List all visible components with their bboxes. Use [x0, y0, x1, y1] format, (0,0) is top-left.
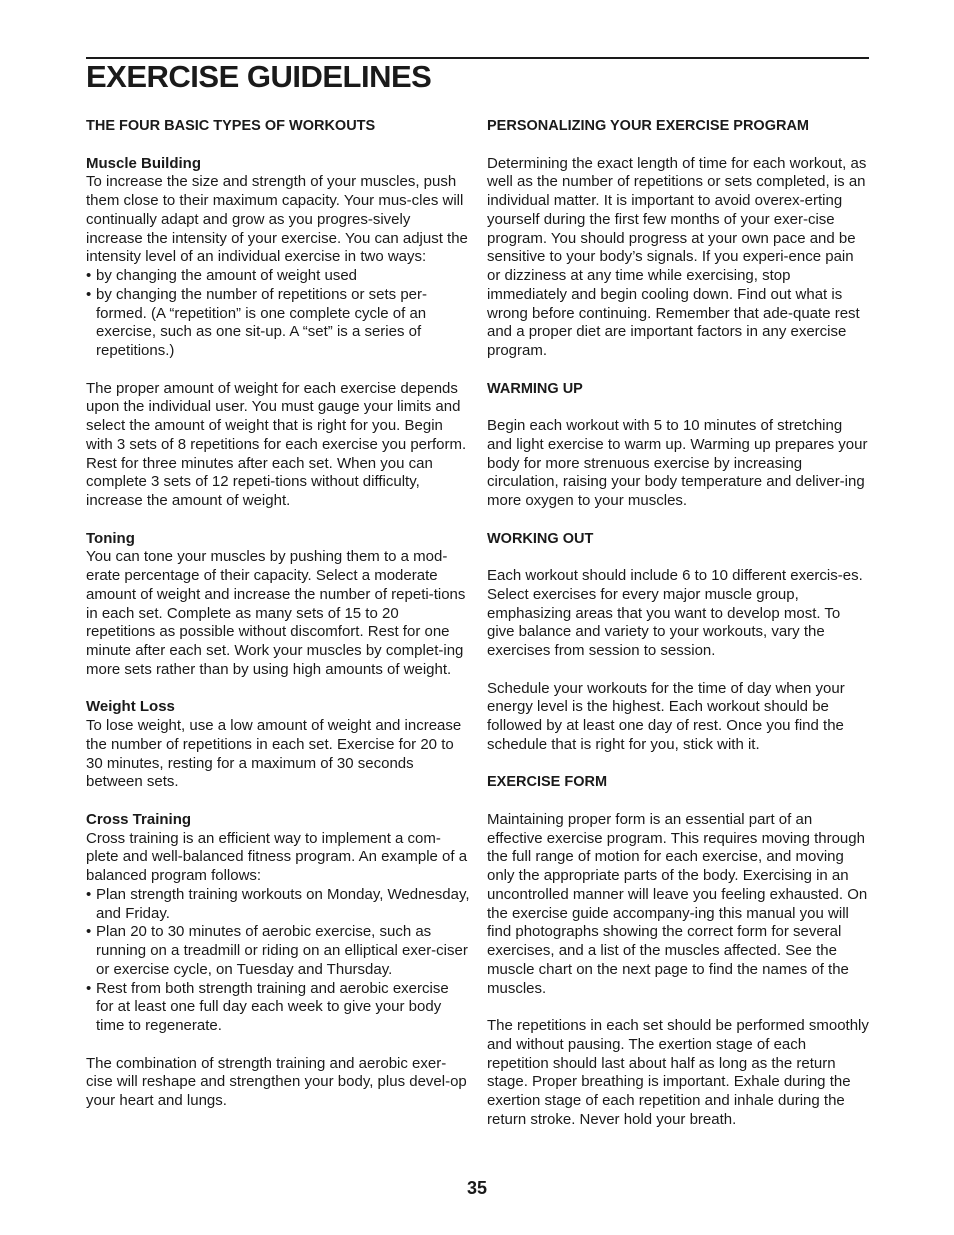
left-column	[86, 117, 470, 1111]
list-item: • by changing the amount of weight used	[86, 267, 470, 286]
section-heading-exercise-form: EXERCISE FORM	[487, 774, 608, 791]
weight-loss-paragraph: To lose weight, use a low amount of weight and increase the number of repetitions in each set. Exercise for 20 to 30 minutes, resting for a maximum of 30 seconds between sets.	[86, 717, 462, 791]
section-heading-working-out: WORKING OUT	[487, 530, 594, 547]
list-item: • Rest from both strength training and aerobic exercise for at least one full day each week to give your body time to regenerate.	[86, 980, 470, 1036]
section-heading-warming-up: WARMING UP	[487, 380, 583, 397]
exercise-form-paragraph-2: The repetitions in each set should be performed smoothly and without pausing. The exertion stage of each repetition should last about half as long as the return stage. Proper breathing is important. Exhale during the exertion stage of each repetition and inhale during the return stroke. Never hold your breath.	[487, 1017, 869, 1128]
page-title: EXERCISE GUIDELINES	[86, 59, 432, 94]
warming-up-paragraph: Begin each workout with 5 to 10 minutes of stretching and light exercise to warm up. Warming up prepares your body for more strenuous exercise by increasing circulation, raising your body temperature and deliver-ing more oxygen to your muscles.	[487, 417, 868, 509]
subheading-cross-training: Cross Training	[86, 810, 192, 828]
muscle-building-paragraph: The proper amount of weight for each exercise depends upon the individual user. You must gauge your limits and select the amount of weight that is right for you. Begin with 3 sets of 8 repetitions for each exercise you perform. Rest for three minutes after each set. When you can complete 3 sets of 12 repeti-tions without difficulty, increase the amount of weight.	[86, 379, 467, 509]
cross-training-intro: Cross training is an efficient way to implement a com-plete and well-balanced fitness program. An example of a balanced program follows:	[86, 829, 468, 884]
exercise-form-paragraph-1: Maintaining proper form is an essential part of an effective exercise program. This requires moving through the full range of motion for each exercise, and moving only the appropriate parts of the body. Exercising in an uncontrolled manner will leave you feeling exhausted. On the exercise guide accompany-ing this manual you will find photographs showing the correct form for several exercises, and a list of the muscles affected. See the muscle chart on the next page to find the names of the muscles.	[487, 810, 868, 997]
section-heading-workout-types: THE FOUR BASIC TYPES OF WORKOUTS	[86, 118, 376, 134]
right-column	[487, 117, 870, 1130]
subheading-muscle-building: Muscle Building	[86, 154, 202, 172]
page-number: 35	[466, 1178, 488, 1198]
list-item: • Plan strength training workouts on Monday, Wednesday, and Friday.	[86, 886, 470, 924]
subheading-weight-loss: Weight Loss	[86, 698, 175, 716]
muscle-building-intro: To increase the size and strength of your muscles, push them close to their maximum capacity. Your mus-cles will continually adapt and grow as you progres-sively increase the intensity of your exercise. You can adjust the intensity level of an individual exercise in two ways:	[86, 173, 468, 266]
working-out-paragraph-1: Each workout should include 6 to 10 different exercis-es. Select exercises for every major muscle group, emphasizing areas that you want to develop most. To give balance and variety to your workouts, vary the exercises from session to session.	[487, 567, 863, 659]
subheading-toning: Toning	[86, 529, 135, 547]
muscle-building-list	[86, 267, 470, 361]
section-heading-personalizing: PERSONALIZING YOUR EXERCISE PROGRAM	[487, 118, 809, 134]
working-out-paragraph-2: Schedule your workouts for the time of day when your energy level is the highest. Each workout should be followed by at least one day of rest. Once you find the schedule that is right for you, stick with it.	[487, 679, 845, 753]
cross-training-list	[86, 886, 470, 1036]
list-item: • by changing the number of repetitions or sets per-formed. (A “repetition” is one complete cycle of an exercise, such as one sit-up. A “set” is a series of repetitions.)	[86, 286, 470, 361]
list-item: • Plan 20 to 30 minutes of aerobic exercise, such as running on a treadmill or riding on an elliptical exer-ciser or exercise cycle, on Tuesday and Thursday.	[86, 923, 470, 979]
cross-training-closing: The combination of strength training and aerobic exer-cise will reshape and strengthen your body, plus devel-op your heart and lungs.	[86, 1054, 467, 1109]
personalizing-paragraph: Determining the exact length of time for each workout, as well as the number of repetitions or sets completed, is an individual matter. It is important to avoid overex-erting yourself during the first few months of your exer-cise program. You should progress at your own pace and be sensitive to your body’s signals. If you experi-ence pain or dizziness at any time while exercising, stop immediately and begin cooling down. Find out what is wrong before continuing. Remember that ade-quate rest and a proper diet are important factors in any exercise program.	[487, 154, 867, 359]
toning-paragraph: You can tone your muscles by pushing them to a mod-erate percentage of their capacity. Select a moderate amount of weight and increase the number of repeti-tions in each set. Complete as many sets of 15 to 20 repetitions as possible without discomfort. Rest for one minute after each set. Work your muscles by complet-ing more sets rather than by using high amounts of weight.	[86, 548, 466, 678]
